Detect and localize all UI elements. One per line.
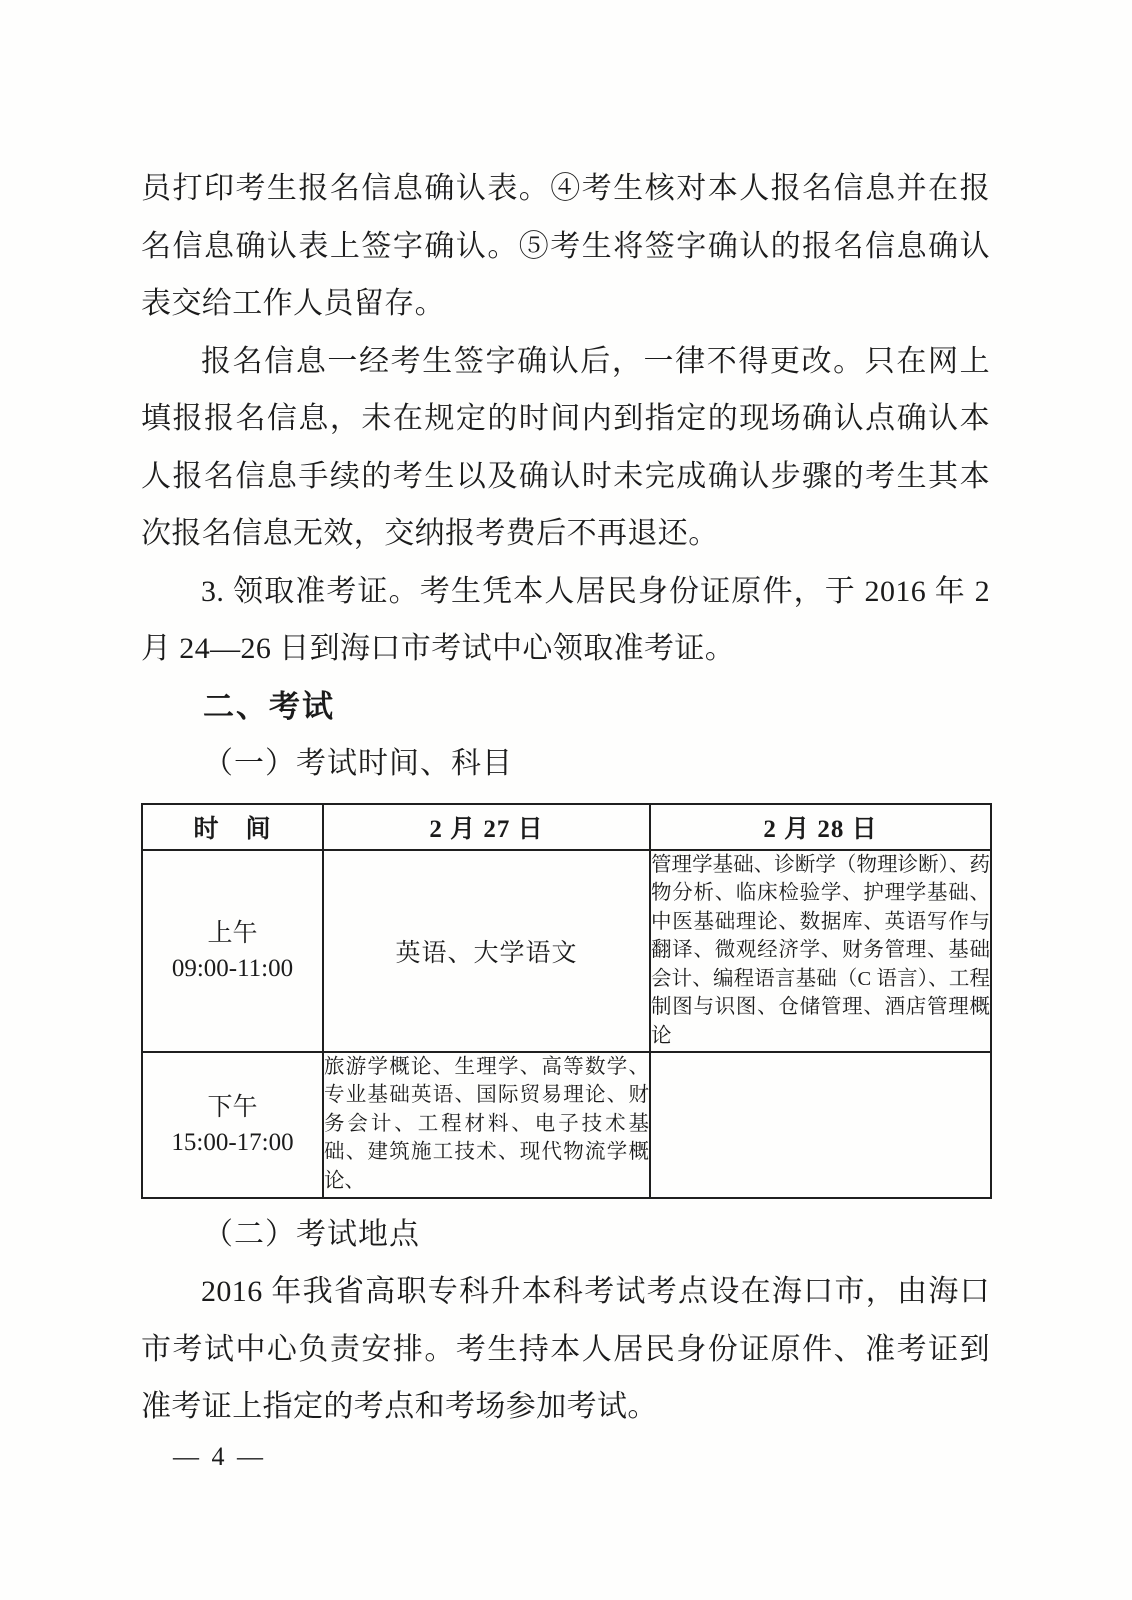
table-row-afternoon <box>142 1052 991 1198</box>
cell-morning-feb27-subjects: 英语、大学语文 <box>323 850 650 1052</box>
section-heading-exam: 二、考试 <box>203 688 335 724</box>
cell-afternoon-time <box>142 1052 323 1198</box>
afternoon-label: 下午 <box>207 1093 258 1121</box>
afternoon-time-range: 15:00-17:00 <box>171 1128 294 1156</box>
table-row-morning <box>142 850 991 1052</box>
paragraph-no-change-after-sign: 报名信息一经考生签字确认后，一律不得更改。只在网上填报报名信息，未在规定的时间内到指定的现场确认点确认本人报名信息手续的考生以及确认时未完成确认步骤的考生其本次报名信息无效，交纳报考费后不再退还。 <box>141 344 990 550</box>
cell-morning-time <box>142 850 323 1052</box>
morning-label: 上午 <box>207 919 258 947</box>
paragraph-registration-confirm: 员打印考生报名信息确认表。④考生核对本人报名信息并在报名信息确认表上签字确认。⑤考生将签字确认的报名信息确认表交给工作人员留存。 <box>141 172 990 320</box>
table-header-row <box>142 804 991 850</box>
cell-afternoon-feb28-subjects <box>650 1052 991 1198</box>
cell-morning-feb28-subjects: 管理学基础、诊断学（物理诊断）、药物分析、临床检验学、护理学基础、中医基础理论、数据库、英语写作与翻译、微观经济学、财务管理、基础会计、编程语言基础（C 语言）、工程制图与识图、仓储管理、酒店管理概论 <box>650 850 991 1052</box>
document-content <box>141 160 990 1477</box>
cell-afternoon-feb27-subjects: 旅游学概论、生理学、高等数学、专业基础英语、国际贸易理论、财务会计、工程材料、电子技术基础、建筑施工技术、现代物流学概论、 <box>323 1052 650 1198</box>
paragraph-admission-ticket: 3. 领取准考证。考生凭本人居民身份证原件，于 2016 年 2 月 24—26 日到海口市考试中心领取准考证。 <box>141 574 990 665</box>
paragraph-exam-location: 2016 年我省高职专科升本科考试考点设在海口市，由海口市考试中心负责安排。考生持本人居民身份证原件、准考证到准考证上指定的考点和考场参加考试。 <box>141 1275 990 1423</box>
page-number: — 4 — <box>173 1441 266 1471</box>
exam-schedule-table <box>141 803 992 1199</box>
header-time: 时 间 <box>142 804 323 850</box>
header-feb-27: 2 月 27 日 <box>323 804 650 850</box>
subsection-exam-location: （二）考试地点 <box>203 1217 420 1251</box>
subsection-exam-time-subjects: （一）考试时间、科目 <box>203 747 513 780</box>
header-feb-28: 2 月 28 日 <box>650 804 991 850</box>
morning-time-range: 09:00-11:00 <box>171 954 294 982</box>
